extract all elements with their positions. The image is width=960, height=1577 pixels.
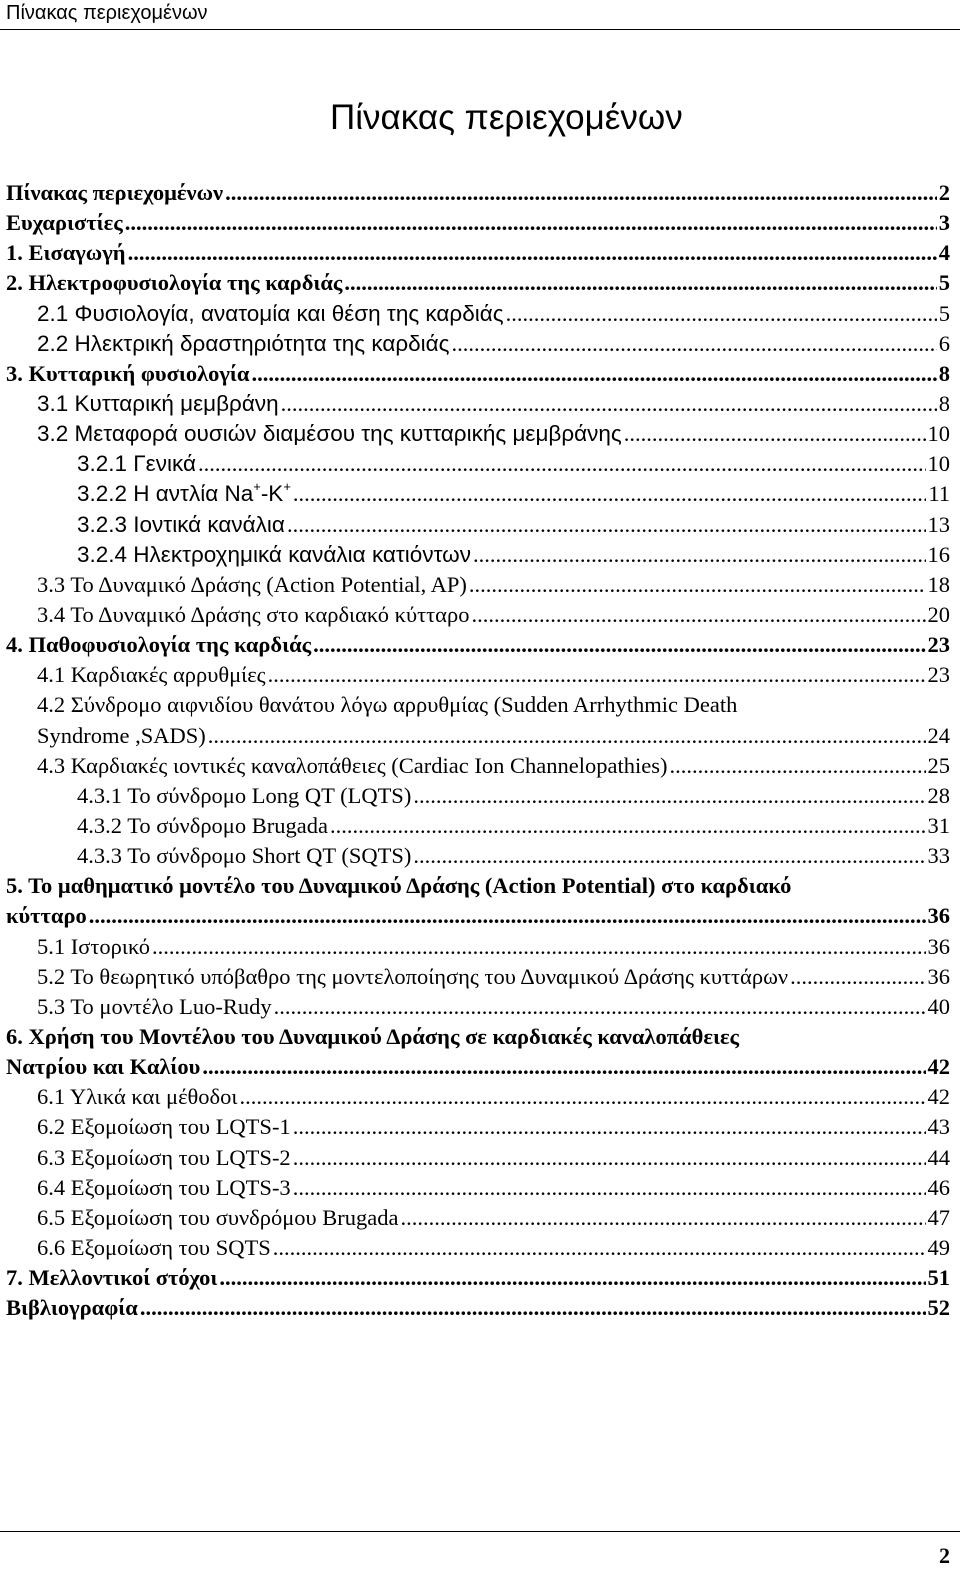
toc-entry-label: κύτταρο [6,903,87,929]
toc-entry-label-part: -K [260,481,284,507]
toc-entry-6-1[interactable] [6,1082,950,1112]
toc-entry-page: 20 [927,601,950,627]
toc-entry-4[interactable] [6,630,950,660]
page-number: 2 [939,1543,950,1568]
toc-entry-2-1[interactable] [6,299,950,329]
toc-leader-dots [413,841,925,871]
toc-entry-label: Βιβλιογραφία [6,1295,138,1321]
footer-rule [0,1531,960,1532]
toc-leader-dots [401,1203,926,1233]
toc-leader-dots [89,901,926,931]
toc-entry-page: 47 [927,1204,950,1230]
toc-entry-page: 6 [938,330,950,356]
toc-entry-page: 36 [927,933,950,959]
toc-leader-dots [293,1143,926,1173]
toc-entry-label: 5.2 Το θεωρητικό υπόβαθρο της μοντελοποίησης του Δυναμικού Δράσης κυττάρων [37,963,789,989]
toc-entry-page: 10 [927,451,950,477]
toc-entry-4-3-2[interactable] [6,811,950,841]
toc-entry-label: Syndrome ,SADS) [37,722,206,748]
toc-entry-3-2-2[interactable] [6,479,950,509]
toc-entry-label: 7. Μελλοντικοί στόχοι [6,1265,218,1291]
toc-entry-3-2-4[interactable] [6,540,950,570]
toc-entry-page: 5 [938,300,950,326]
toc-entry-label: 2.2 Ηλεκτρική δραστηριότητα της καρδιάς [37,330,450,356]
toc-entry-label-part: 3.2.2 Η αντλία Na [77,481,254,507]
toc-entry-page: 33 [927,843,950,869]
toc-entry-6-line1[interactable]: 6. Χρήση του Μοντέλου του Δυναμικού Δράσης σε καρδιακές καναλοπάθειες [6,1023,740,1049]
toc-entry-4-3[interactable] [6,751,950,781]
toc-entry-3-2[interactable] [6,419,950,449]
toc-leader-dots [219,1263,925,1293]
toc-entry-label: 3. Κυτταρική φυσιολογία [6,360,250,386]
toc-leader-dots [239,1082,925,1112]
toc-leader-dots [330,811,926,841]
toc-leader-dots [293,1112,926,1142]
toc-entry-2[interactable] [6,268,950,298]
toc-entry-label: Πίνακας περιεχομένων [6,180,224,205]
toc-leader-dots [344,268,936,298]
toc-entry-acknowledgements[interactable] [6,208,950,238]
toc-leader-dots [452,329,937,359]
toc-entry-5-line1[interactable]: 5. Το μαθηματικό μοντέλο του Δυναμικού Δράσης (Action Potential) στο καρδιακό [6,873,792,899]
toc-entry-page: 11 [928,481,950,507]
toc-entry-3-2-1[interactable] [6,449,950,479]
toc-entry-page: 16 [927,541,950,567]
toc-leader-dots [202,1052,925,1082]
toc-entry-label: 3.1 Κυτταρική μεμβράνη [37,390,279,416]
toc-entry-label [77,479,291,509]
toc-leader-dots [469,570,926,600]
toc-leader-dots [125,208,937,238]
toc-entry-label: 3.2.1 Γενικά [77,451,196,477]
toc-entry-6-2[interactable] [6,1112,950,1142]
toc-entry-3-2-3[interactable] [6,510,950,540]
toc-entry-page: 51 [927,1265,950,1291]
toc-entry-4-1[interactable] [6,660,950,690]
toc-entry-page: 44 [927,1144,950,1170]
toc-entry-label: 6.6 Εξομοίωση του SQTS [37,1234,271,1260]
toc-leader-dots [152,932,925,962]
toc-leader-dots [273,1233,926,1263]
table-of-contents [6,178,950,1323]
toc-entry-label: Νατρίου και Καλίου [6,1054,201,1080]
superscript-plus: + [283,479,291,495]
toc-entry-page: 25 [927,752,950,778]
toc-entry-page: 23 [927,662,950,688]
toc-entry-page: 2 [938,180,950,205]
toc-entry-4-3-1[interactable] [6,781,950,811]
superscript-plus: + [253,479,261,495]
toc-entry-page: 42 [927,1054,950,1080]
toc-entry-1[interactable] [6,238,950,268]
toc-entry-contents[interactable] [6,178,950,208]
toc-entry-label: 5.1 Ιστορικό [37,933,151,959]
toc-entry-label: 3.2 Μεταφορά ουσιών διαμέσου της κυτταρικής μεμβράνης [37,421,622,447]
toc-entry-label: 3.2.3 Ιοντικά κανάλια [77,511,285,537]
toc-leader-dots [208,721,926,751]
toc-entry-label: 5.3 Το μοντέλο Luo-Rudy [37,993,272,1019]
toc-entry-label: Ευχαριστίες [6,210,123,236]
toc-entry-label: 3.3 Το Δυναμικό Δράσης (Action Potential, AP) [37,571,467,597]
toc-entry-label: 4.3.1 Το σύνδρομο Long QT (LQTS) [77,782,412,808]
toc-entry-page: 24 [927,722,950,748]
toc-entry-5[interactable] [6,901,950,931]
toc-leader-dots [274,992,926,1022]
toc-entry-3[interactable] [6,359,950,389]
toc-leader-dots [287,510,926,540]
toc-entry-2-2[interactable] [6,329,950,359]
toc-entry-6-5[interactable] [6,1203,950,1233]
toc-entry-page: 23 [927,632,950,658]
toc-entry-page: 43 [927,1114,950,1140]
toc-entry-page: 13 [927,511,950,537]
toc-entry-6-6[interactable] [6,1233,950,1263]
toc-leader-dots [413,781,925,811]
toc-entry-label: 6.1 Υλικά και μέθοδοι [37,1084,238,1110]
toc-entry-5-3[interactable] [6,992,950,1022]
toc-entry-label: 3.2.4 Ηλεκτροχημικά κανάλια κατιόντων [77,541,471,567]
toc-entry-label: 2. Ηλεκτροφυσιολογία της καρδιάς [6,270,343,296]
toc-entry-page: 52 [927,1295,950,1321]
toc-leader-dots [128,238,937,268]
toc-entry-4-2[interactable] [6,721,950,751]
page-title: Πίνακας περιεχομένων [330,98,683,137]
toc-entry-page: 4 [938,240,950,266]
toc-entry-page: 18 [927,571,950,597]
toc-leader-dots [225,178,937,208]
toc-entry-page: 31 [927,812,950,838]
toc-entry-4-2-line1[interactable]: 4.2 Σύνδρομο αιφνιδίου θανάτου λόγω αρρυθμίας (Sudden Arrhythmic Death [37,692,738,718]
toc-leader-dots [473,540,926,570]
toc-entry-page: 3 [938,210,950,236]
toc-entry-page: 8 [938,360,950,386]
toc-entry-4-3-3[interactable] [6,841,950,871]
toc-entry-page: 46 [927,1174,950,1200]
toc-entry-3-3[interactable] [6,570,950,600]
toc-entry-label: 6.3 Εξομοίωση του LQTS-2 [37,1144,291,1170]
toc-entry-label: 4.3 Καρδιακές ιοντικές καναλοπάθειες (Cardiac Ion Channelopathies) [37,752,668,778]
toc-entry-label: 4.1 Καρδιακές αρρυθμίες [37,662,266,688]
header-rule [0,29,960,30]
toc-entry-label: 6.5 Εξομοίωση του συνδρόμου Brugada [37,1204,399,1230]
toc-entry-6-4[interactable] [6,1173,950,1203]
toc-entry-page: 8 [938,390,950,416]
toc-entry-label: 4.3.2 Το σύνδρομο Brugada [77,812,328,838]
toc-entry-label: 6.2 Εξομοίωση του LQTS-1 [37,1114,291,1140]
toc-leader-dots [293,479,926,509]
toc-leader-dots [140,1293,926,1323]
toc-entry-page: 42 [927,1084,950,1110]
toc-entry-page: 5 [938,270,950,296]
toc-entry-3-1[interactable] [6,389,950,419]
toc-entry-label: 4.3.3 Το σύνδρομο Short QT (SQTS) [77,843,412,869]
toc-entry-5-1[interactable] [6,932,950,962]
toc-leader-dots [471,600,925,630]
toc-entry-label: 2.1 Φυσιολογία, ανατομία και θέση της καρδιάς [37,300,504,326]
toc-entry-label: 4. Παθοφυσιολογία της καρδιάς [6,632,312,658]
toc-entry-page: 36 [927,903,950,929]
toc-entry-label: 1. Εισαγωγή [6,240,126,266]
toc-entry-7[interactable] [6,1263,950,1293]
toc-entry-3-4[interactable] [6,600,950,630]
toc-leader-dots [506,299,937,329]
toc-leader-dots [790,962,925,992]
toc-leader-dots [198,449,926,479]
toc-leader-dots [251,359,936,389]
toc-leader-dots [624,419,926,449]
toc-leader-dots [281,389,937,419]
toc-leader-dots [313,630,925,660]
toc-entry-6-3[interactable] [6,1143,950,1173]
toc-entry-label: 3.4 Το Δυναμικό Δράσης στο καρδιακό κύτταρο [37,601,470,627]
toc-entry-6[interactable] [6,1052,950,1082]
running-header: Πίνακας περιεχομένων [6,2,208,24]
toc-entry-5-2[interactable] [6,962,950,992]
toc-entry-bibliography[interactable] [6,1293,950,1323]
toc-entry-label: 6.4 Εξομοίωση του LQTS-3 [37,1174,291,1200]
toc-entry-page: 49 [927,1234,950,1260]
toc-entry-page: 10 [927,421,950,447]
toc-leader-dots [669,751,925,781]
toc-entry-page: 28 [927,782,950,808]
toc-entry-page: 40 [927,993,950,1019]
toc-leader-dots [268,660,926,690]
toc-leader-dots [293,1173,926,1203]
toc-entry-page: 36 [927,963,950,989]
